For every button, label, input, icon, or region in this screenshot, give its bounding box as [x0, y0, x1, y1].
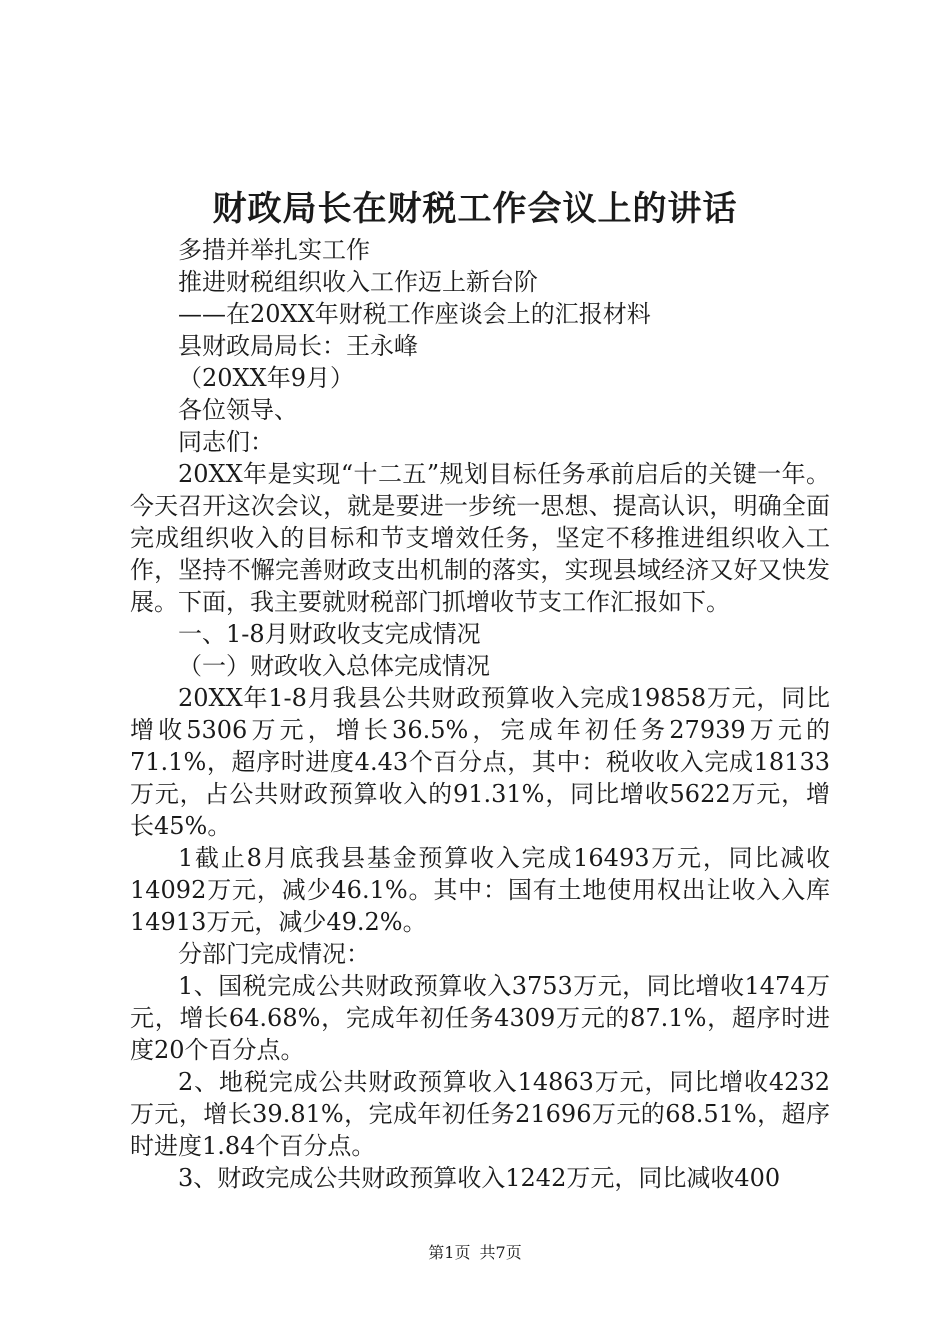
subtitle-line: ——在20XX年财税工作座谈会上的汇报材料	[178, 300, 651, 328]
body-paragraph: 20XX年1-8月我县公共财政预算收入完成19858万元，同比增收5306万元，增长36.5%，完成年初任务27939万元的71.1%，超序时进度4.43个百分点，其中：税收收入完成18133万元，占公共财政预算收入的91.31%，同比增收5622万元，增长45%。	[130, 684, 830, 840]
body-paragraph: 分部门完成情况：	[178, 940, 370, 968]
page-number: 第1页	[428, 1243, 471, 1262]
salutation-line: 同志们：	[178, 428, 274, 456]
author-line: 县财政局局长：王永峰	[178, 332, 418, 360]
body-paragraph: 2、地税完成公共财政预算收入14863万元，同比增收4232万元，增长39.81%，完成年初任务21696万元的68.51%，超序时进度1.84个百分点。	[130, 1068, 830, 1160]
date-line: （20XX年9月）	[178, 364, 354, 392]
body-paragraph: 3、财政完成公共财政预算收入1242万元，同比减收400	[178, 1164, 781, 1192]
document-title: 财政局长在财税工作会议上的讲话	[212, 189, 738, 229]
subsection-heading: （一）财政收入总体完成情况	[178, 652, 490, 680]
section-heading: 一、1-8月财政收支完成情况	[178, 620, 481, 648]
subtitle-line: 多措并举扎实工作	[178, 236, 370, 264]
page-footer	[0, 1241, 950, 1265]
page-total: 共7页	[479, 1243, 522, 1262]
document-body	[130, 234, 830, 1194]
salutation-line: 各位领导、	[178, 396, 298, 424]
body-paragraph: 1截止8月底我县基金预算收入完成16493万元，同比减收14092万元，减少46.1%。其中：国有土地使用权出让收入入库14913万元，减少49.2%。	[130, 844, 830, 936]
body-paragraph: 1、国税完成公共财政预算收入3753万元，同比增收1474万元，增长64.68%，完成年初任务4309万元的87.1%，超序时进度20个百分点。	[130, 972, 830, 1064]
subtitle-line: 推进财税组织收入工作迈上新台阶	[178, 268, 538, 296]
body-paragraph: 20XX年是实现“十二五”规划目标任务承前启后的关键一年。今天召开这次会议，就是要进一步统一思想、提高认识，明确全面完成组织收入的目标和节支增效任务，坚定不移推进组织收入工作，坚持不懈完善财政支出机制的落实，实现县域经济又好又快发展。下面，我主要就财税部门抓增收节支工作汇报如下。	[130, 460, 830, 616]
